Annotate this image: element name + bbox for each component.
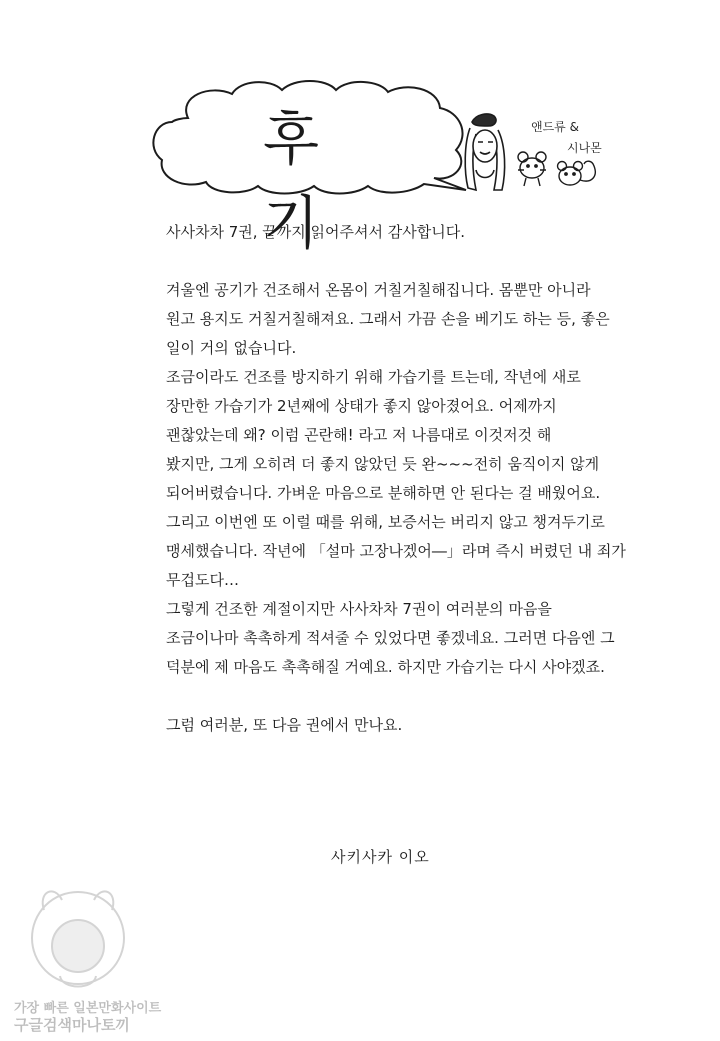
watermark-line-1: 가장 빠른 일본만화사이트: [14, 1001, 162, 1016]
body-line: 장만한 가습기가 2년째에 상태가 좋지 않아졌어요. 어제까지: [166, 397, 557, 415]
body-line: 봤지만, 그게 오히려 더 좋지 않았던 듯 완~~~전히 움직이지 않게: [166, 455, 600, 473]
page-title: 후기: [262, 105, 334, 257]
body-line: 덕분에 제 마음도 촉촉해질 거예요. 하지만 가습기는 다시 사야겠죠.: [166, 658, 605, 676]
body-line: 그렇게 건조한 계절이지만 사사차차 7권이 여러분의 마음을: [166, 600, 552, 618]
cast-label-1: 앤드류 &: [531, 120, 579, 134]
body-line: 조금이라도 건조를 방지하기 위해 가습기를 트는데, 작년에 새로: [166, 368, 581, 386]
body-line: 일이 거의 없습니다.: [166, 339, 297, 357]
mouse-figure-2: [558, 161, 596, 185]
body-line: 무겁도다…: [166, 571, 239, 589]
body-line: 겨울엔 공기가 건조해서 온몸이 거칠거칠해집니다. 몸뿐만 아니라: [166, 281, 591, 299]
cast-label-2: 시나몬: [567, 141, 602, 155]
watermark-line-2: 구글검색마나토끼: [14, 1016, 130, 1034]
body-line: 사사차차 7권, 끝까지 읽어주셔서 감사합니다.: [166, 223, 465, 241]
paragraph-gap: [166, 682, 616, 711]
body-line: 그리고 이번엔 또 이럴 때를 위해, 보증서는 버리지 않고 챙겨두기로: [166, 513, 605, 531]
body-line: 괜찮았는데 왜? 이럼 곤란해! 라고 저 나름대로 이것저것 해: [166, 426, 552, 444]
afterword-body: [166, 218, 626, 740]
author-figure: [465, 114, 504, 190]
body-line: 원고 용지도 거칠거칠해져요. 그래서 가끔 손을 베기도 하는 등, 좋은: [166, 310, 610, 328]
paragraph-gap: [166, 247, 616, 276]
body-line: 되어버렸습니다. 가벼운 마음으로 분해하면 안 된다는 걸 배웠어요.: [166, 484, 601, 502]
body-line: 맹세했습니다. 작년에 「설마 고장나겠어―」라며 즉시 버렸던 내 죄가: [166, 542, 626, 560]
body-line: 그럼 여러분, 또 다음 권에서 만나요.: [166, 716, 403, 734]
author-signature: 사키사카 이오: [331, 848, 430, 866]
body-line: 조금이나마 촉촉하게 적셔줄 수 있었다면 좋겠네요. 그러면 다음엔 그: [166, 629, 615, 647]
mouse-figure-1: [518, 152, 546, 186]
